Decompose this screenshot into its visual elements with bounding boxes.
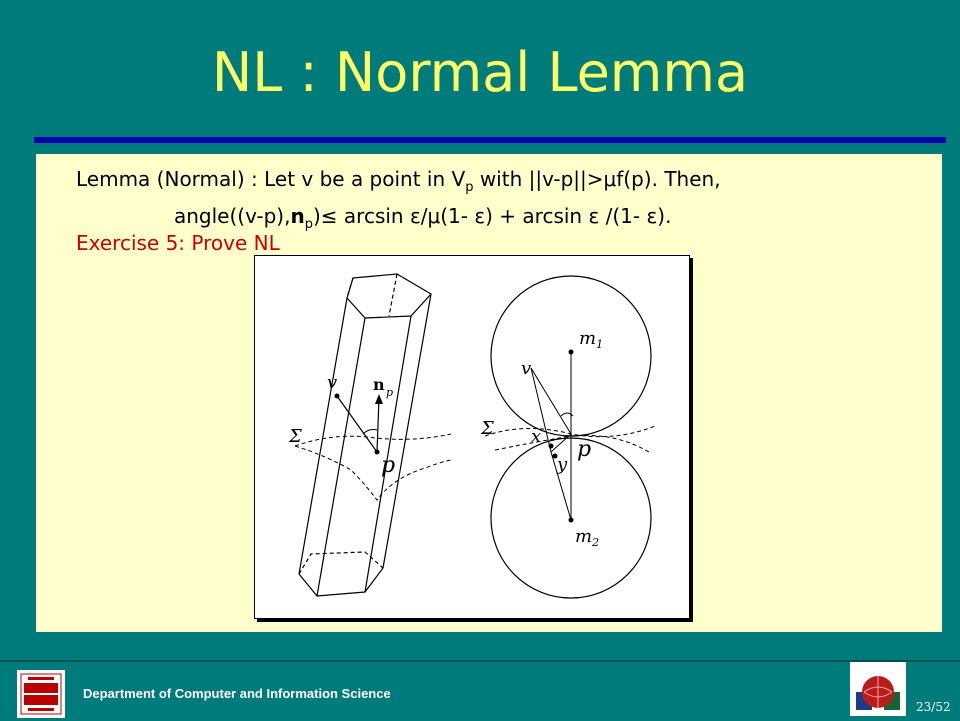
left-point-v (335, 394, 340, 399)
exercise-text: Exercise 5: Prove NL (76, 231, 280, 255)
ohio-state-logo-icon (18, 671, 64, 717)
right-sigma-surface (485, 426, 655, 452)
prism-edge-4 (383, 294, 431, 568)
footer-divider (0, 660, 960, 662)
lemma-line-1-post: with ||v-p||>μf(p). Then, (473, 167, 721, 191)
figure-drawing (255, 256, 689, 618)
prism-bottom-face (299, 568, 383, 596)
label-p-right: p (577, 437, 592, 462)
lemma-line-2-sub: p (304, 217, 313, 232)
jyamiti-logo (850, 662, 906, 716)
lemma-line-2-post: )≤ arcsin ε/μ(1- ε) + arcsin ε /(1- ε). (312, 204, 672, 228)
label-y: y (557, 454, 568, 475)
label-x: x (531, 426, 542, 447)
left-sigma-surface (295, 434, 451, 500)
normal-lemma-figure (254, 255, 690, 619)
label-m2: $m_2$ (575, 526, 600, 549)
prism-edge-1 (299, 298, 347, 574)
point-m1 (569, 350, 574, 355)
slide-title: NL : Normal Lemma (211, 41, 749, 104)
left-point-p (375, 450, 380, 455)
left-label-n: n (373, 375, 385, 394)
page-number: 23/52 (916, 700, 951, 714)
lemma-line-1-sub: p (465, 180, 474, 195)
lemma-line-1-pre: Lemma (Normal) : Let v be a point in V (76, 167, 466, 191)
ohio-state-logo (17, 670, 65, 718)
title-divider (34, 137, 946, 143)
lemma-text (76, 165, 721, 239)
point-x (549, 444, 554, 449)
point-m2 (569, 518, 574, 523)
lemma-normal-symbol: n (290, 204, 305, 228)
label-m1: $m_1$ (579, 328, 604, 351)
lemma-line-1 (76, 165, 721, 202)
left-label-v: v (327, 372, 338, 393)
prism-hidden-edge-1 (389, 274, 397, 316)
left-normal-arrowhead (375, 394, 383, 404)
left-label-sigma: Σ (289, 426, 302, 447)
left-angle-arc (363, 430, 377, 435)
prism-top-face (347, 274, 431, 318)
left-label-n-sub: p (386, 386, 394, 399)
left-label-p: p (381, 453, 396, 478)
prism-hidden-edge-2 (347, 278, 353, 298)
left-normal-vector (377, 398, 379, 452)
label-sigma-right: Σ (481, 418, 494, 439)
department-name: Department of Computer and Information Science (83, 686, 391, 701)
lemma-line-2-pre: angle((v-p), (174, 204, 291, 228)
jyamiti-globe-icon (850, 662, 906, 716)
label-v-right: v (521, 358, 532, 379)
